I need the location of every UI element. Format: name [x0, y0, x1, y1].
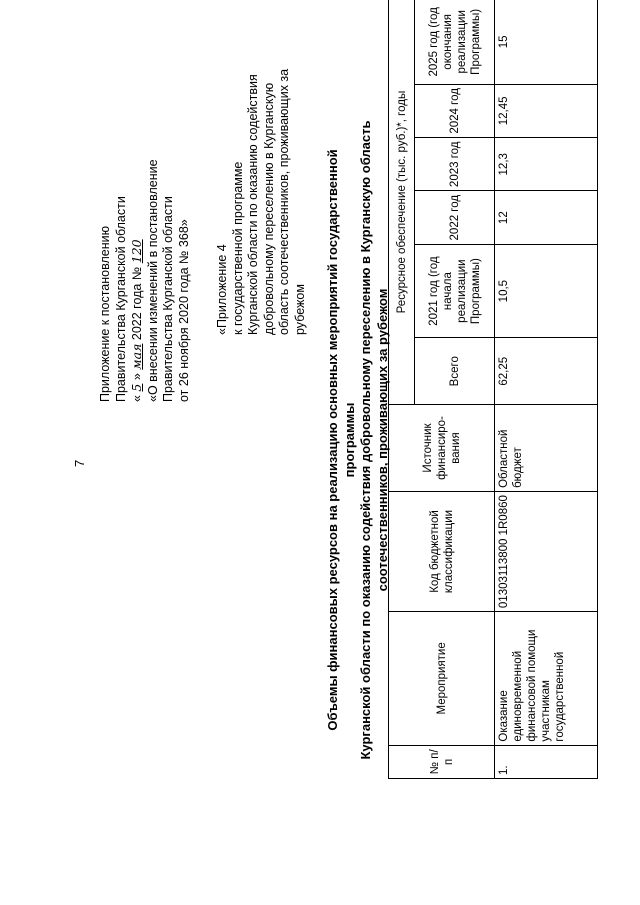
- approval-line: Правительства Курганской области: [161, 196, 175, 402]
- appendix-line: к государственной программе: [230, 161, 245, 335]
- cell-total: 62,25: [495, 338, 598, 405]
- header-2021: 2021 год (год начала реализации Программы): [415, 244, 495, 337]
- header-2023: 2023 год: [415, 138, 495, 191]
- cell-code: 01303113800 1R0860: [495, 491, 598, 611]
- date-quote-close: »: [130, 373, 144, 381]
- cell-num: 1.: [495, 745, 598, 778]
- title-line: Объемы финансовых ресурсов на реализацию основных мероприятий государственной программы: [325, 149, 357, 731]
- header-total: Всего: [415, 338, 495, 405]
- handwritten-number: 120: [129, 239, 144, 264]
- date-quote-open: «: [130, 395, 144, 402]
- cell-2022: 12: [495, 191, 598, 244]
- cell-source: Областной бюджет: [495, 405, 598, 492]
- handwritten-day: 5: [129, 383, 144, 392]
- title-line: Курганской области по оказанию содействия добровольному переселению в Курганскую область: [358, 120, 373, 760]
- header-2024: 2024 год: [415, 84, 495, 137]
- date-year-text: 2022 года №: [130, 266, 144, 341]
- document-title: [325, 115, 391, 765]
- resources-table: [388, 0, 598, 779]
- header-code: Код бюджетной классификации: [389, 491, 495, 611]
- cell-2025: 15: [495, 0, 598, 84]
- approval-block: [98, 22, 192, 402]
- page-number: 7: [72, 459, 87, 467]
- appendix-line: область соотечественников, проживающих за: [277, 68, 291, 335]
- cell-2024: 12,45: [495, 84, 598, 137]
- appendix-line: «Приложение 4: [215, 244, 229, 335]
- approval-line: Приложение к постановлению: [98, 226, 112, 402]
- header-2025: 2025 год (год окончания реализации Программы): [415, 0, 495, 84]
- handwritten-month: мая: [129, 343, 144, 370]
- appendix-line: Курганской области по оказанию содействия: [246, 74, 260, 335]
- appendix-block: [215, 5, 308, 335]
- table-row: [495, 0, 598, 779]
- header-measure: Мероприятие: [389, 612, 495, 746]
- header-resources: Ресурсное обеспечение (тыс. руб.)*, годы: [389, 0, 415, 405]
- cell-measure: Оказание единовременной финансовой помощи участникам государственной: [495, 612, 598, 746]
- header-num: № п/п: [389, 745, 495, 778]
- title-line: соотечественников, проживающих за рубежом: [374, 288, 390, 592]
- appendix-line: рубежом: [292, 284, 307, 335]
- appendix-line: добровольному переселению в Курганскую: [261, 82, 276, 335]
- cell-2021: 10,5: [495, 244, 598, 337]
- cell-2023: 12,3: [495, 138, 598, 191]
- approval-line: от 26 ноября 2020 года № 368»: [176, 219, 191, 402]
- header-2022: 2022 год: [415, 191, 495, 244]
- approval-line: «О внесении изменений в постановление: [145, 159, 160, 402]
- approval-line: Правительства Курганской области: [113, 196, 128, 402]
- header-source: Источник финансиро-вания: [389, 405, 495, 492]
- approval-date-line: [129, 22, 146, 402]
